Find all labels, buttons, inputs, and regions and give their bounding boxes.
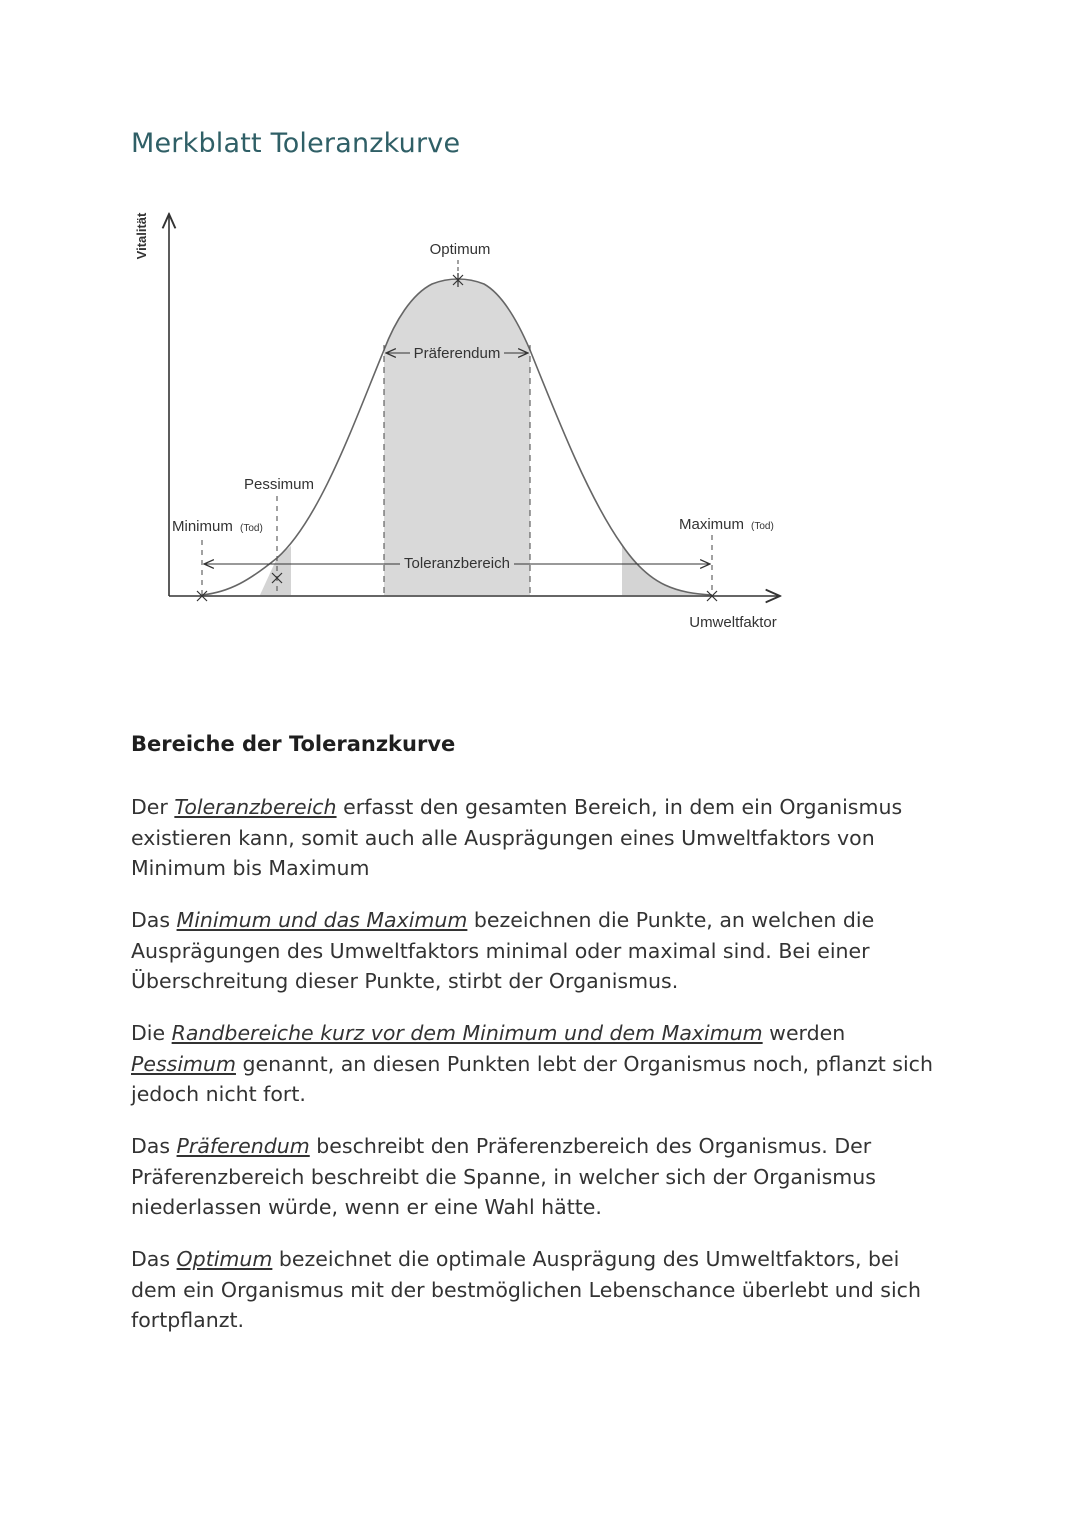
praeferendum-label: Präferendum — [413, 345, 501, 362]
paragraph-toleranzbereich: Der Toleranzbereich erfasst den gesamten Bereich, in dem ein Organismus existieren kann, somit auch alle Ausprägungen eines Umweltfaktors von Minimum bis Maximum — [131, 795, 903, 880]
tolerance-curve-diagram — [120, 200, 800, 640]
paragraph-pessimum: Die Randbereiche kurz vor dem Minimum und dem Maximum werden Pessimum genannt, an diesen Punkten lebt der Organismus noch, pflanzt sich jedoch nicht fort. — [131, 1021, 933, 1106]
y-axis-label: Vitalität — [134, 212, 149, 260]
paragraph-optimum: Das Optimum bezeichnet die optimale Ausprägung des Umweltfaktors, bei dem ein Organismus mit der bestmöglichen Lebenschance überlebt und sich fortpflanzt. — [131, 1247, 921, 1332]
term-minimum-maximum: Minimum und das Maximum — [176, 908, 468, 932]
x-axis-label: Umweltfaktor — [689, 614, 777, 631]
term-praeferendum: Präferendum — [176, 1134, 310, 1158]
term-optimum: Optimum — [176, 1247, 273, 1271]
paragraph-praeferendum: Das Präferendum beschreibt den Präferenzbereich des Organismus. Der Präferenzbereich beschreibt die Spanne, in welcher sich der Organismus niederlassen würde, wenn er eine Wahl hätte. — [131, 1134, 876, 1219]
paragraph-minimum-maximum: Das Minimum und das Maximum bezeichnen die Punkte, an welchen die Ausprägungen des Umweltfaktors minimal oder maximal sind. Bei einer Überschreitung dieser Punkte, stirbt der Organismus. — [131, 908, 875, 993]
page-title: Merkblatt Toleranzkurve — [131, 128, 461, 159]
shade-pessimum-right — [622, 545, 712, 595]
shade-praeferendum — [384, 279, 530, 595]
term-randbereiche: Randbereiche kurz vor dem Minimum und dem Maximum — [171, 1021, 763, 1045]
shade-pessimum-left — [260, 546, 291, 595]
term-toleranzbereich: Toleranzbereich — [174, 795, 337, 819]
maximum-label: Maximum — [679, 516, 745, 533]
pessimum-label: Pessimum — [243, 476, 315, 493]
minimum-label: Minimum — [172, 518, 233, 535]
term-pessimum: Pessimum — [131, 1051, 236, 1076]
maximum-tod-label: (Tod) — [751, 521, 774, 532]
section-heading: Bereiche der Toleranzkurve — [131, 732, 456, 756]
minimum-tod-label: (Tod) — [240, 523, 263, 534]
optimum-label: Optimum — [429, 241, 491, 258]
toleranzbereich-label: Toleranzbereich — [404, 555, 510, 572]
